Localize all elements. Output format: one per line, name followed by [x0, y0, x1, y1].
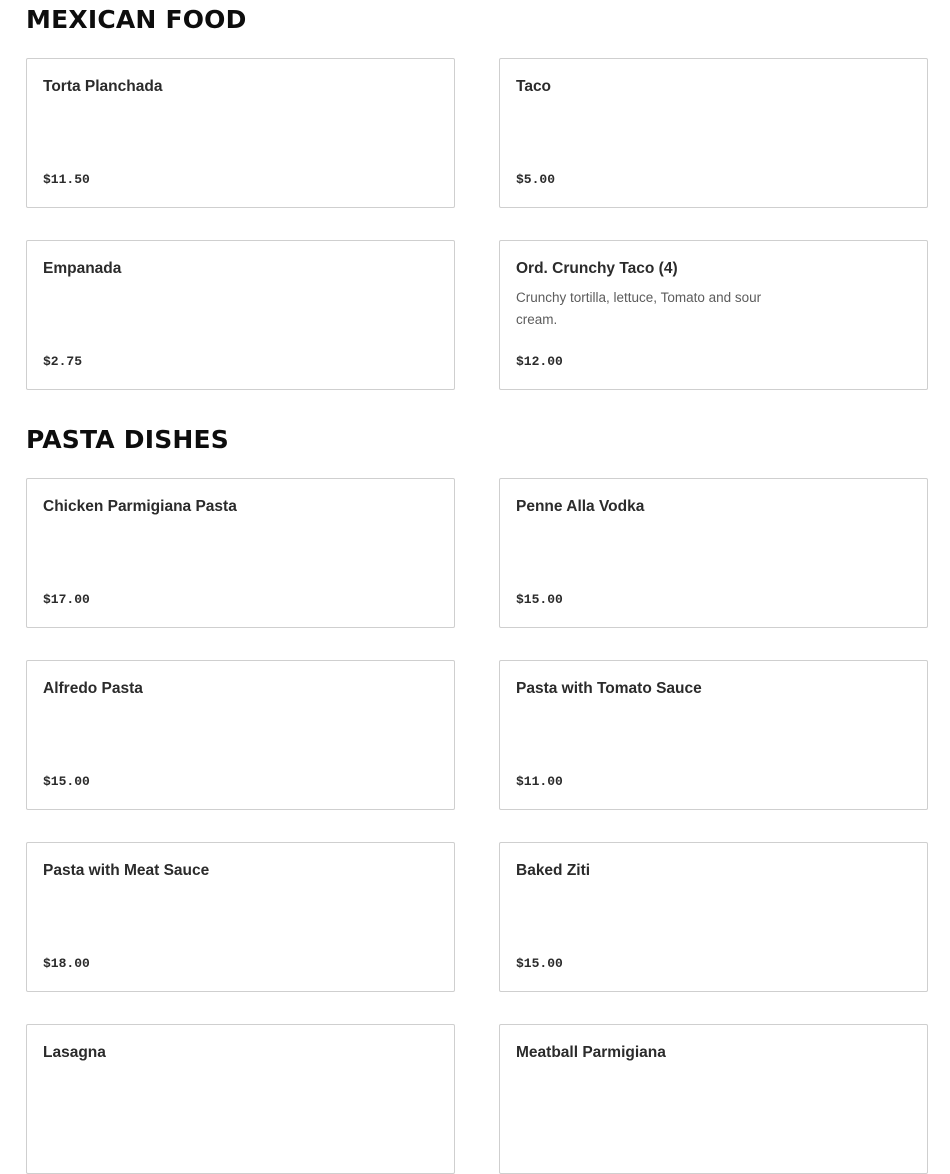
menu-item-name: Alfredo Pasta — [43, 680, 143, 697]
menu-item-card[interactable] — [26, 58, 455, 208]
menu-item-price: $15.00 — [516, 592, 563, 607]
menu-item-price: $12.00 — [516, 354, 563, 369]
menu-item-card[interactable] — [499, 58, 928, 208]
menu-item-description: Crunchy tortilla, lettuce, Tomato and sour cream. — [516, 290, 762, 327]
section-title: PASTA DISHES — [26, 425, 230, 454]
menu-section-pasta-dishes — [26, 420, 928, 1174]
menu-item-name: Pasta with Tomato Sauce — [516, 680, 702, 697]
section-title: MEXICAN FOOD — [26, 5, 247, 34]
menu-items-grid — [26, 478, 928, 1174]
menu-item-price: $15.00 — [43, 774, 90, 789]
menu-item-card[interactable] — [26, 660, 455, 810]
menu-item-price: $15.00 — [516, 956, 563, 971]
menu-item-price: $18.00 — [43, 956, 90, 971]
menu-item-name: Baked Ziti — [516, 862, 591, 879]
menu-item-card[interactable] — [26, 240, 455, 390]
menu-item-name: Chicken Parmigiana Pasta — [43, 498, 237, 515]
menu-item-price: $11.00 — [516, 774, 563, 789]
menu-item-card[interactable] — [499, 660, 928, 810]
menu-item-card[interactable] — [26, 478, 455, 628]
menu-item-card[interactable] — [499, 240, 928, 390]
menu-item-card[interactable] — [26, 1024, 455, 1174]
menu-item-card[interactable] — [499, 1024, 928, 1174]
menu-item-price: $2.75 — [43, 354, 83, 369]
menu-item-name: Ord. Crunchy Taco (4) — [516, 260, 678, 277]
menu-item-price: $5.00 — [516, 172, 556, 187]
menu-item-name: Lasagna — [43, 1044, 106, 1061]
menu-item-name: Taco — [516, 78, 552, 95]
menu-item-name: Pasta with Meat Sauce — [43, 862, 210, 879]
menu-section-mexican-food — [26, 0, 928, 390]
menu-item-name: Penne Alla Vodka — [516, 498, 645, 515]
menu-item-card[interactable] — [499, 842, 928, 992]
menu-item-name: Meatball Parmigiana — [516, 1044, 666, 1061]
menu-item-price: $11.50 — [43, 172, 90, 187]
menu-item-card[interactable] — [499, 478, 928, 628]
menu-item-name: Empanada — [43, 260, 122, 277]
menu-item-name: Torta Planchada — [43, 78, 163, 95]
menu-items-grid — [26, 58, 928, 390]
menu-item-price: $17.00 — [43, 592, 90, 607]
menu-item-card[interactable] — [26, 842, 455, 992]
